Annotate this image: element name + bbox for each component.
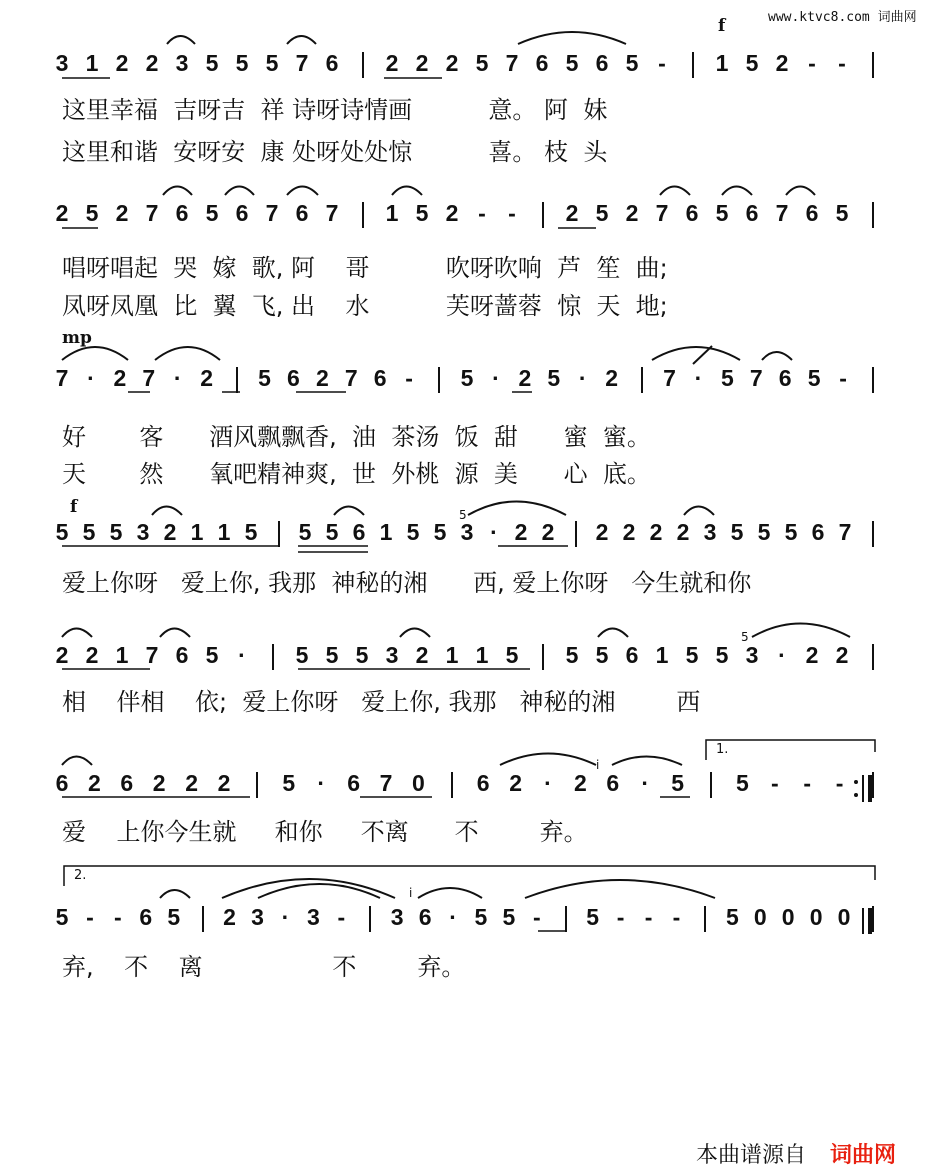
note: 6: [811, 519, 825, 545]
note: 3: [136, 519, 150, 545]
note: 5: [298, 519, 312, 545]
note: 0: [781, 904, 795, 930]
note: 5: [167, 904, 181, 930]
note: ·: [173, 365, 182, 391]
note: -: [808, 50, 816, 76]
note: 2: [85, 642, 99, 668]
note: -: [803, 770, 812, 796]
note: 1: [385, 200, 399, 226]
note: 5: [85, 200, 99, 226]
note: 6: [139, 904, 153, 930]
note: 5: [757, 519, 771, 545]
note: 2: [115, 200, 129, 226]
note: 2: [775, 50, 789, 76]
note: -: [838, 50, 846, 76]
note: 3: [390, 904, 404, 930]
note: 1: [475, 642, 489, 668]
note: 2: [625, 200, 639, 226]
note: 2: [385, 50, 399, 76]
note: 6: [235, 200, 249, 226]
lyrics-system1-verse2: 这里和谐 安呀安 康 处呀处处惊 喜。 枝 头: [62, 138, 608, 166]
note: 7: [749, 365, 763, 391]
note: 2: [445, 50, 459, 76]
note: 5: [55, 519, 69, 545]
note: 5: [55, 904, 69, 930]
note: 2: [445, 200, 459, 226]
note: 1: [115, 642, 129, 668]
note: ·: [449, 904, 457, 930]
note: 6: [325, 50, 339, 76]
note: 5: [460, 365, 474, 391]
note: 7: [142, 365, 156, 391]
note: 5: [205, 642, 219, 668]
note: 6: [535, 50, 549, 76]
note: 5: [415, 200, 429, 226]
note: 0: [837, 904, 851, 930]
note: -: [839, 365, 847, 391]
note: ·: [490, 519, 498, 545]
note: 2: [315, 365, 329, 391]
lyrics-system1-verse1: 这里幸福 吉呀吉 祥 诗呀诗情画 意。 阿 妹: [62, 96, 608, 124]
note: 3: [385, 642, 399, 668]
note: 2: [415, 642, 429, 668]
note: 5: [720, 365, 734, 391]
note: 6: [606, 770, 620, 796]
note: 7: [145, 200, 159, 226]
grace-note-2: 5: [741, 630, 749, 644]
note: 2: [163, 519, 177, 545]
note: 1: [655, 642, 669, 668]
note: 5: [205, 50, 219, 76]
note: 2: [514, 519, 528, 545]
note: ·: [317, 770, 326, 796]
lyrics-system7: 弃, 不 离 不 弃。: [62, 953, 466, 981]
lyrics-system4: 爱上你呀 爱上你, 我那 神秘的湘 西, 爱上你呀 今生就和你: [62, 569, 752, 597]
note: 7: [265, 200, 279, 226]
note: 1: [190, 519, 204, 545]
dynamic-mezzo-piano: mp: [62, 328, 92, 348]
dynamic-forte-1: f: [718, 16, 726, 36]
note: 3: [703, 519, 717, 545]
note: 5: [671, 770, 684, 796]
note: 5: [735, 770, 749, 796]
note: 5: [586, 904, 600, 930]
note: 0: [411, 770, 425, 796]
note: 5: [295, 642, 309, 668]
note: 1: [715, 50, 729, 76]
note: 0: [753, 904, 767, 930]
note: 7: [325, 200, 339, 226]
grace-note-3: i: [596, 758, 600, 772]
note: 2: [145, 50, 159, 76]
note: 3: [460, 519, 474, 545]
note: 5: [325, 519, 339, 545]
note: 2: [115, 50, 129, 76]
note: 5: [325, 642, 339, 668]
note: 5: [595, 200, 609, 226]
note: 1: [379, 519, 393, 545]
grace-note-1: 5: [459, 508, 467, 522]
grace-note-4: i: [409, 886, 413, 900]
note: 2: [55, 642, 69, 668]
note: ·: [281, 904, 290, 930]
note: ·: [87, 365, 95, 391]
note: 2: [223, 904, 236, 930]
note: 2: [200, 365, 214, 391]
note: 2: [55, 200, 69, 226]
note: ·: [578, 365, 587, 391]
note: 3: [175, 50, 189, 76]
site-url: www.ktvc8.com 词曲网: [768, 10, 917, 25]
note: ·: [641, 770, 650, 796]
note: 5: [784, 519, 798, 545]
note: 7: [663, 365, 676, 391]
lyrics-system3-verse2: 天 然 氧吧精神爽, 世 外桃 源 美 心 底。: [62, 460, 651, 488]
note: 2: [805, 642, 819, 668]
note: 6: [352, 519, 366, 545]
note: 2: [185, 770, 198, 796]
note: 1: [85, 50, 99, 76]
note: 2: [87, 770, 101, 796]
note: 5: [685, 642, 699, 668]
note: -: [658, 50, 666, 76]
note: 3: [745, 642, 759, 668]
note: 5: [355, 642, 369, 668]
note: 7: [295, 50, 309, 76]
note: -: [405, 365, 413, 391]
note: 2: [415, 50, 429, 76]
note: 5: [715, 200, 729, 226]
note: 5: [547, 365, 561, 391]
dynamic-forte-2: f: [70, 497, 78, 517]
note: -: [672, 904, 681, 930]
note: 2: [518, 365, 532, 391]
note: 2: [509, 770, 522, 796]
note: 3: [55, 50, 69, 76]
lyrics-system2-verse2: 凤呀凤凰 比 翼 飞, 出 水 芙呀蔷蓉 惊 天 地;: [62, 292, 668, 320]
note: 5: [265, 50, 279, 76]
footer-site: 词曲网: [830, 1143, 897, 1168]
note: 7: [344, 365, 358, 391]
note: -: [86, 904, 94, 930]
note: ·: [778, 642, 786, 668]
lyrics-system6: 爱 上你今生就 和你 不离 不 弃。: [62, 818, 588, 846]
lyrics-system3-verse1: 好 客 酒风飘飘香, 油 茶汤 饭 甜 蜜 蜜。: [62, 423, 651, 451]
note: 2: [152, 770, 166, 796]
note: 7: [55, 365, 69, 391]
note: 6: [120, 770, 134, 796]
note: 6: [287, 365, 300, 391]
note: 5: [433, 519, 447, 545]
note: 5: [730, 519, 744, 545]
note: -: [337, 904, 346, 930]
note: 6: [55, 770, 69, 796]
note: 2: [573, 770, 587, 796]
note: 5: [807, 365, 821, 391]
note: 2: [676, 519, 690, 545]
note: 5: [502, 904, 516, 930]
note: 6: [175, 200, 189, 226]
note: 2: [541, 519, 555, 545]
second-ending-label: 2.: [74, 868, 87, 883]
note: 5: [82, 519, 96, 545]
note: 2: [113, 365, 127, 391]
note: 5: [835, 200, 849, 226]
note: 6: [685, 200, 699, 226]
lyrics-system2-verse1: 唱呀唱起 哭 嫁 歌, 阿 哥 吹呀吹响 芦 笙 曲;: [62, 254, 668, 282]
note: 5: [258, 365, 271, 391]
note: 6: [347, 770, 360, 796]
note: 2: [835, 642, 849, 668]
note: ·: [492, 365, 500, 391]
note: -: [508, 200, 516, 226]
note: 6: [778, 365, 792, 391]
note: 2: [565, 200, 579, 226]
note: -: [644, 904, 653, 930]
note: 5: [745, 50, 759, 76]
note: 1: [217, 519, 231, 545]
note: 2: [605, 365, 619, 391]
note: -: [835, 770, 844, 796]
note: ·: [544, 770, 552, 796]
note: -: [114, 904, 122, 930]
note: 7: [505, 50, 519, 76]
note: 6: [418, 904, 432, 930]
note: 1: [445, 642, 459, 668]
note: 3: [251, 904, 264, 930]
note: 5: [565, 50, 579, 76]
note: 7: [655, 200, 669, 226]
note: 6: [595, 50, 609, 76]
note: 5: [205, 200, 219, 226]
note: 5: [282, 770, 296, 796]
note: 5: [565, 642, 579, 668]
note: 6: [745, 200, 759, 226]
note: 7: [775, 200, 789, 226]
note: 7: [145, 642, 159, 668]
note: 2: [217, 770, 231, 796]
note: -: [532, 904, 541, 930]
note: ·: [694, 365, 703, 391]
note: -: [616, 904, 625, 930]
note: 2: [649, 519, 663, 545]
note: 5: [625, 50, 639, 76]
note: 7: [379, 770, 393, 796]
note: 5: [474, 904, 488, 930]
note: ·: [238, 642, 246, 668]
note: 5: [406, 519, 420, 545]
note: 5: [595, 642, 609, 668]
note: 2: [595, 519, 609, 545]
note: 5: [475, 50, 489, 76]
note: -: [478, 200, 486, 226]
first-ending-label: 1.: [716, 742, 729, 757]
note: 6: [373, 365, 387, 391]
note: 5: [235, 50, 249, 76]
note: 5: [109, 519, 123, 545]
lyrics-system5: 相 伴相 依; 爱上你呀 爱上你, 我那 神秘的湘 西: [62, 688, 701, 716]
note: 7: [838, 519, 852, 545]
note: 6: [175, 642, 189, 668]
note: 5: [244, 519, 258, 545]
note: 5: [505, 642, 519, 668]
note: 6: [625, 642, 639, 668]
note: 5: [715, 642, 729, 668]
note: -: [770, 770, 779, 796]
note: 2: [622, 519, 636, 545]
footer-source: 本曲谱源自: [696, 1143, 807, 1168]
note: 3: [306, 904, 320, 930]
note: 5: [725, 904, 739, 930]
note: 0: [809, 904, 823, 930]
note: 6: [805, 200, 819, 226]
note: 6: [476, 770, 490, 796]
note: 6: [295, 200, 309, 226]
